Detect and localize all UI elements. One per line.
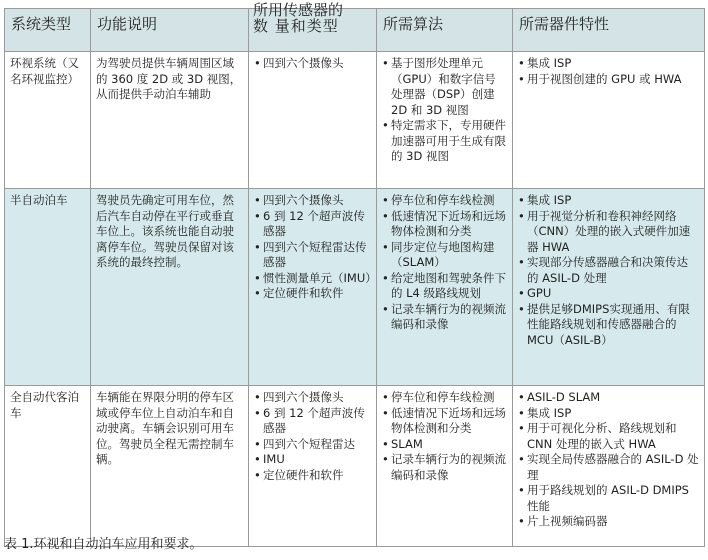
list-item: • IMU <box>254 452 371 468</box>
list-item: • 6 到 12 个超声波传感器 <box>254 406 371 437</box>
list-item: • 用于视觉分析和卷积神经网络（CNN）处理的嵌入式硬件加速器 HWA <box>518 209 699 256</box>
list-item: • 停车位和停车线检测 <box>382 193 507 209</box>
components-cell <box>513 189 705 386</box>
function-desc-cell: 车辆能在界限分明的停车区域或停车位上自动泊车和自动驶离。车辆会识别可用车位。驾驶员全程无需控制车辆。 <box>91 386 249 547</box>
table-row <box>5 52 705 189</box>
algorithms-cell <box>377 52 513 189</box>
algorithms-cell <box>377 189 513 386</box>
list-item: • 特定需求下，专用硬件加速器可用于生成有限的 3D 视图 <box>382 118 507 165</box>
list-item: • 四到六个摄像头 <box>254 390 371 406</box>
header-sensors <box>249 1 377 52</box>
header-sensors-line1: 所用传感器的 <box>253 1 344 19</box>
list-item: • 给定地图和驾驶条件下的 L4 级路线规划 <box>382 271 507 302</box>
system-type-cell: 环视系统（又名环视监控） <box>5 52 91 189</box>
requirements-table <box>4 1 705 547</box>
header-algorithms: 所需算法 <box>377 9 513 52</box>
table-row <box>5 386 705 547</box>
table-header-row <box>5 9 705 52</box>
sensors-cell <box>249 386 377 547</box>
function-desc-cell: 为驾驶员提供车辆周围区域的 360 度 2D 或 3D 视图，从而提供手动泊车辅助 <box>91 52 249 189</box>
components-cell <box>513 52 705 189</box>
list-item: • 惯性测量单元（IMU） <box>254 271 371 287</box>
system-type-cell: 半自动泊车 <box>5 189 91 386</box>
list-item: • 低速情况下近场和远场物体检测和分类 <box>382 209 507 240</box>
list-item: • 四到六个摄像头 <box>254 56 371 72</box>
list-item: • 实现部分传感器融合和决策传达的 ASIL-D 处理 <box>518 255 699 286</box>
header-system-type: 系统类型 <box>5 9 91 52</box>
list-item: • SLAM <box>382 437 507 453</box>
list-item: • 基于图形处理单元（GPU）和数字信号处理器（DSP）创建 2D 和 3D 视图 <box>382 56 507 118</box>
list-item: • 提供足够DMIPS实现通用、有限性能路线规划和传感器融合的 MCU（ASIL-B） <box>518 302 699 349</box>
list-item: • 用于路线规划的 ASIL-D DMIPS性能 <box>518 483 699 514</box>
function-desc-cell: 驾驶员先确定可用车位，然后汽车自动停在平行或垂直车位上。该系统也能自动驶离停车位。驾驶员保留对该系统的最终控制。 <box>91 189 249 386</box>
list-item: • 定位硬件和软件 <box>254 468 371 484</box>
list-item: • 集成 ISP <box>518 56 699 72</box>
list-item: • 四到六个短程雷达传感器 <box>254 240 371 271</box>
list-item: • GPU <box>518 286 699 302</box>
list-item: • 记录车辆行为的视频流编码和录像 <box>382 452 507 483</box>
system-type-cell: 全自动代客泊车 <box>5 386 91 547</box>
algorithms-cell <box>377 386 513 547</box>
list-item: • 片上视频编码器 <box>518 514 699 530</box>
sensors-cell <box>249 189 377 386</box>
list-item: • 用于视图创建的 GPU 或 HWA <box>518 72 699 88</box>
list-item: • 6 到 12 个超声波传感器 <box>254 209 371 240</box>
sensors-cell <box>249 52 377 189</box>
list-item: • 集成 ISP <box>518 406 699 422</box>
list-item: • 停车位和停车线检测 <box>382 390 507 406</box>
list-item: • ASIL-D SLAM <box>518 390 699 406</box>
components-cell <box>513 386 705 547</box>
list-item: • 四到六个摄像头 <box>254 193 371 209</box>
header-sensors-line2: 数 量和类型 <box>253 17 339 35</box>
header-components: 所需器件特性 <box>513 9 705 52</box>
list-item: • 记录车辆行为的视频流编码和录像 <box>382 302 507 333</box>
header-function-desc: 功能说明 <box>91 9 249 52</box>
list-item: • 四到六个短程雷达 <box>254 437 371 453</box>
list-item: • 同步定位与地图构建（SLAM） <box>382 240 507 271</box>
list-item: • 用于可视化分析、路线规划和 CNN 处理的嵌入式 HWA <box>518 421 699 452</box>
list-item: • 集成 ISP <box>518 193 699 209</box>
list-item: • 定位硬件和软件 <box>254 286 371 302</box>
table-caption: 表 1.环视和自动泊车应用和要求。 <box>4 537 203 552</box>
list-item: • 实现全局传感器融合的 ASIL-D 处理 <box>518 452 699 483</box>
table-row <box>5 189 705 386</box>
list-item: • 低速情况下近场和远场物体检测和分类 <box>382 406 507 437</box>
